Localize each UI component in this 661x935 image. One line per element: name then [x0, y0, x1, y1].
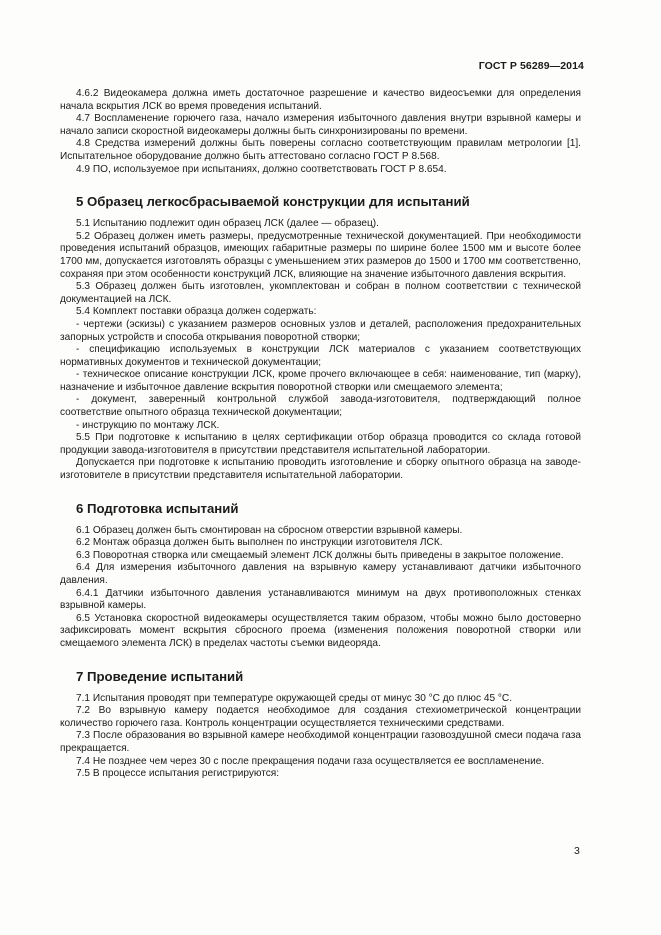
- paragraph-7-5: 7.5 В процессе испытания регистрируются:: [76, 768, 280, 780]
- list-item-certificate-document: - документ, заверенный контрольной службой завода-изготовителя, подтверждающий полное соответствие опытного образца технической документации;: [60, 394, 581, 419]
- standard-header: ГОСТ Р 56289—2014: [478, 60, 584, 72]
- page-number: 3: [574, 845, 580, 857]
- section-7-heading: 7 Проведение испытаний: [76, 668, 244, 684]
- paragraph-4-8: 4.8 Средства измерений должны быть поверены согласно соответствующим правилам метрологии [1]. Испытательное оборудование должно быть аттестовано согласно ГОСТ Р 8.568.: [60, 138, 581, 162]
- section-6-heading: 6 Подготовка испытаний: [76, 500, 239, 516]
- section-5-heading: 5 Образец легкосбрасываемой конструкции для испытаний: [76, 194, 470, 210]
- list-item-mounting-instruction: - инструкцию по монтажу ЛСК.: [76, 419, 220, 431]
- paragraph-4-6-2: 4.6.2 Видеокамера должна иметь достаточное разрешение и качество видеосъемки для определения начала вскрытия ЛСК во время проведения испытаний.: [60, 88, 581, 112]
- paragraph-6-1: 6.1 Образец должен быть смонтирован на сбросном отверстии взрывной камеры.: [76, 524, 463, 536]
- paragraph-7-4: 7.4 Не позднее чем через 30 с после прекращения подачи газа осуществляется ее воспламенение.: [76, 755, 545, 767]
- list-item-specification: - спецификацию используемых в конструкции ЛСК материалов с указанием соответствующих нормативных документов и технической документации;: [60, 344, 581, 368]
- list-item-technical-description: - техническое описание конструкции ЛСК, кроме прочего включающее в себя: наименование, тип (марку), назначение и избыточное давление вскрытия поворотной створки или смещаемого элемента;: [60, 369, 581, 393]
- paragraph-5-2: 5.2 Образец должен иметь размеры, предусмотренные технической документацией. При необходимости проведения испытаний образцов, имеющих габаритные размеры по ширине более 1500 мм и высоте более 1700 мм, допускается изготовлять образцы с уменьшением этих размеров до 1500 и 1700 мм соответственно, сохраняя при этом особенности конструкций ЛСК, влияющие на значение избыточного давления вскрытия.: [60, 230, 581, 280]
- paragraph-7-1: 7.1 Испытания проводят при температуре окружающей среды от минус 30 °С до плюс 45 °С.: [76, 692, 512, 704]
- paragraph-6-3: 6.3 Поворотная створка или смещаемый элемент ЛСК должны быть приведены в закрытое положение.: [76, 549, 564, 561]
- paragraph-5-4: 5.4 Комплект поставки образца должен содержать:: [76, 306, 317, 318]
- paragraph-5-1: 5.1 Испытанию подлежит один образец ЛСК (далее — образец).: [76, 218, 379, 230]
- paragraph-4-9: 4.9 ПО, используемое при испытаниях, должно соответствовать ГОСТ Р 8.654.: [76, 163, 447, 175]
- document-body: [60, 88, 581, 781]
- paragraph-6-2: 6.2 Монтаж образца должен быть выполнен по инструкции изготовителя ЛСК.: [76, 537, 443, 549]
- paragraph-7-3: 7.3 После образования во взрывной камере необходимой концентрации газовоздушной смеси подача газа прекращается.: [60, 730, 581, 754]
- paragraph-6-5: 6.5 Установка скоростной видеокамеры осуществляется таким образом, чтобы можно было достоверно зафиксировать момент вскрытия сбросного проема (изменения положения поворотной створки или смещаемого элемента ЛСК) в пределах частоты съемки видеоряда.: [60, 612, 581, 649]
- paragraph-5-5: 5.5 При подготовке к испытанию в целях сертификации отбор образца проводится со склада готовой продукции завода-изготовителя в присутствии представителя испытательной лаборатории.: [60, 432, 581, 456]
- paragraph-5-3: 5.3 Образец должен быть изготовлен, укомплектован и собран в полном соответствии с технической документацией на ЛСК.: [60, 281, 581, 305]
- paragraph-6-4-1: 6.4.1 Датчики избыточного давления устанавливаются минимум на двух противоположных стенках взрывной камеры.: [60, 587, 581, 612]
- list-item-drawings: - чертежи (эскизы) с указанием размеров основных узлов и деталей, расположения предохранительных запорных устройств и способа открывания поворотной створки;: [60, 318, 581, 343]
- paragraph-5-5-allowed: Допускается при подготовке к испытанию проводить изготовление и сборку опытного образца на заводе-изготовителе в присутствии представителя испытательной лаборатории.: [60, 457, 581, 482]
- paragraph-6-4: 6.4 Для измерения избыточного давления на взрывную камеру устанавливают датчики избыточного давления.: [60, 562, 581, 586]
- paragraph-7-2: 7.2 Во взрывную камеру подается необходимое для создания стехиометрической концентрации количество горючего газа. Контроль концентрации осуществляется техническими средствами.: [60, 705, 581, 729]
- paragraph-4-7: 4.7 Воспламенение горючего газа, начало измерения избыточного давления внутри взрывной камеры и начало записи скоростной видеокамеры должны быть синхронизированы по времени.: [60, 113, 581, 137]
